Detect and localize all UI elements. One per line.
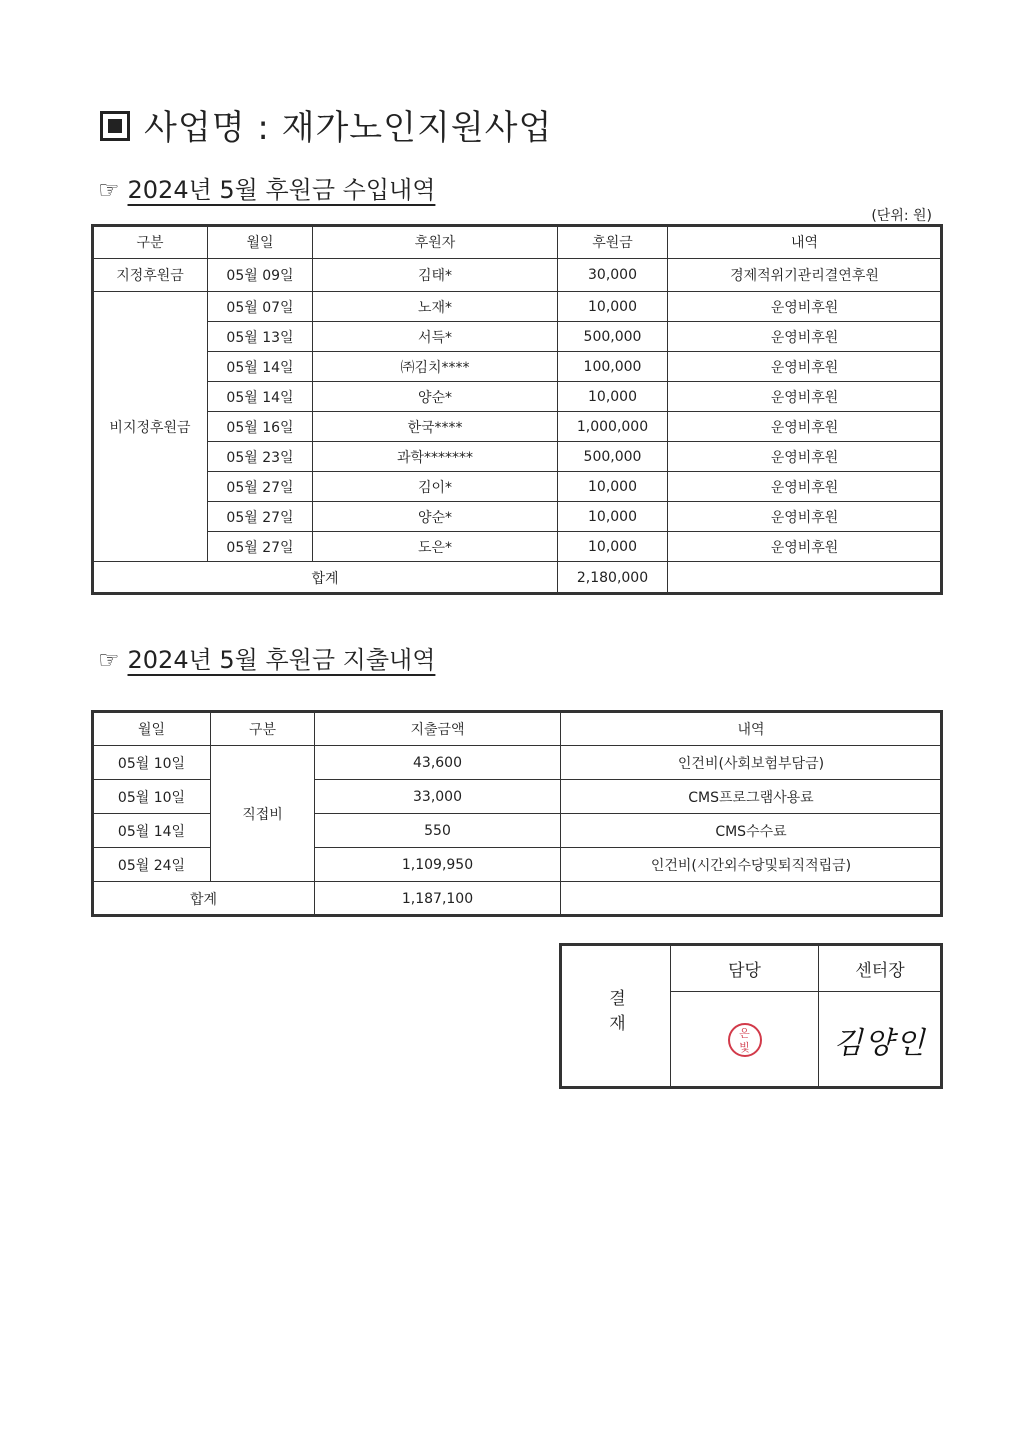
date-cell: 05월 14일	[208, 352, 313, 382]
donor-cell: 서득*	[313, 322, 558, 352]
total-row	[93, 562, 942, 594]
table-header-row	[93, 712, 942, 746]
amount-cell: 1,109,950	[315, 848, 561, 882]
amount-cell: 10,000	[558, 502, 668, 532]
total-desc	[561, 882, 942, 916]
amount-cell: 10,000	[558, 382, 668, 412]
donor-cell: 노재*	[313, 292, 558, 322]
amount-cell: 30,000	[558, 259, 668, 292]
desc-cell: 인건비(시간외수당및퇴직적립금)	[561, 848, 942, 882]
header-cell: 월일	[93, 712, 211, 746]
date-cell: 05월 14일	[93, 814, 211, 848]
header-cell: 후원금	[558, 226, 668, 259]
desc-cell: 경제적위기관리결연후원	[668, 259, 942, 292]
desc-cell: 운영비후원	[668, 292, 942, 322]
desc-cell: 운영비후원	[668, 412, 942, 442]
donor-cell: 과학*******	[313, 442, 558, 472]
header-cell: 구분	[211, 712, 315, 746]
desc-cell: CMS프로그램사용료	[561, 780, 942, 814]
header-cell: 구분	[93, 226, 208, 259]
desc-cell: 인건비(사회보험부담금)	[561, 746, 942, 780]
total-amount: 1,187,100	[315, 882, 561, 916]
table-header-row	[93, 226, 942, 259]
amount-cell: 33,000	[315, 780, 561, 814]
table-row	[93, 746, 942, 780]
donor-cell: ㈜김치****	[313, 352, 558, 382]
total-label: 합계	[93, 882, 315, 916]
table-row	[93, 472, 942, 502]
desc-cell: CMS수수료	[561, 814, 942, 848]
signature: 김양인	[833, 1025, 927, 1061]
desc-cell: 운영비후원	[668, 322, 942, 352]
amount-cell: 10,000	[558, 472, 668, 502]
table-row	[93, 382, 942, 412]
desc-cell: 운영비후원	[668, 352, 942, 382]
role-director: 센터장	[819, 945, 942, 992]
table-row	[93, 352, 942, 382]
header-cell: 지출금액	[315, 712, 561, 746]
amount-cell: 10,000	[558, 532, 668, 562]
income-heading: ☞ 2024년 5월 후원금 수입내역	[98, 176, 436, 204]
total-label: 합계	[93, 562, 558, 594]
total-desc	[668, 562, 942, 594]
header-cell: 내역	[561, 712, 942, 746]
donor-cell: 도은*	[313, 532, 558, 562]
desc-cell: 운영비후원	[668, 472, 942, 502]
desc-cell: 운영비후원	[668, 442, 942, 472]
date-cell: 05월 16일	[208, 412, 313, 442]
date-cell: 05월 09일	[208, 259, 313, 292]
pointing-hand-icon: ☞	[98, 646, 120, 674]
income-table	[92, 225, 942, 594]
date-cell: 05월 27일	[208, 532, 313, 562]
approval-label: 결재	[561, 945, 671, 1088]
date-cell: 05월 10일	[93, 780, 211, 814]
table-row	[93, 292, 942, 322]
category-cell: 직접비	[211, 746, 315, 882]
date-cell: 05월 27일	[208, 502, 313, 532]
filled-square-icon	[100, 111, 130, 141]
table-row	[93, 412, 942, 442]
date-cell: 05월 07일	[208, 292, 313, 322]
date-cell: 05월 14일	[208, 382, 313, 412]
total-amount: 2,180,000	[558, 562, 668, 594]
amount-cell: 500,000	[558, 442, 668, 472]
amount-cell: 43,600	[315, 746, 561, 780]
table-row	[93, 442, 942, 472]
date-cell: 05월 24일	[93, 848, 211, 882]
approval-box	[560, 944, 942, 1088]
date-cell: 05월 27일	[208, 472, 313, 502]
donor-cell: 김이*	[313, 472, 558, 502]
desc-cell: 운영비후원	[668, 532, 942, 562]
expense-table	[92, 711, 942, 916]
table-row	[93, 259, 942, 292]
role-staff: 담당	[671, 945, 819, 992]
desc-cell: 운영비후원	[668, 382, 942, 412]
pointing-hand-icon: ☞	[98, 176, 120, 204]
date-cell: 05월 10일	[93, 746, 211, 780]
date-cell: 05월 23일	[208, 442, 313, 472]
unit-label: (단위: 원)	[871, 208, 932, 224]
donor-cell: 양순*	[313, 502, 558, 532]
donor-cell: 한국****	[313, 412, 558, 442]
amount-cell: 10,000	[558, 292, 668, 322]
expense-heading: ☞ 2024년 5월 후원금 지출내역	[98, 646, 436, 674]
header-cell: 후원자	[313, 226, 558, 259]
category-cell: 지정후원금	[93, 259, 208, 292]
table-row	[93, 502, 942, 532]
seal-stamp: 은 빛	[728, 1023, 762, 1057]
amount-cell: 550	[315, 814, 561, 848]
page-title: 사업명 : 재가노인지원사업	[100, 100, 552, 149]
donor-cell: 김태*	[313, 259, 558, 292]
table-row	[93, 322, 942, 352]
amount-cell: 100,000	[558, 352, 668, 382]
header-cell: 내역	[668, 226, 942, 259]
date-cell: 05월 13일	[208, 322, 313, 352]
approval-header-row	[561, 945, 942, 992]
total-row	[93, 882, 942, 916]
table-row	[93, 532, 942, 562]
staff-stamp-cell	[671, 992, 819, 1088]
amount-cell: 1,000,000	[558, 412, 668, 442]
header-cell: 월일	[208, 226, 313, 259]
donor-cell: 양순*	[313, 382, 558, 412]
desc-cell: 운영비후원	[668, 502, 942, 532]
director-signature-cell	[819, 992, 942, 1088]
category-cell: 비지정후원금	[93, 292, 208, 562]
amount-cell: 500,000	[558, 322, 668, 352]
